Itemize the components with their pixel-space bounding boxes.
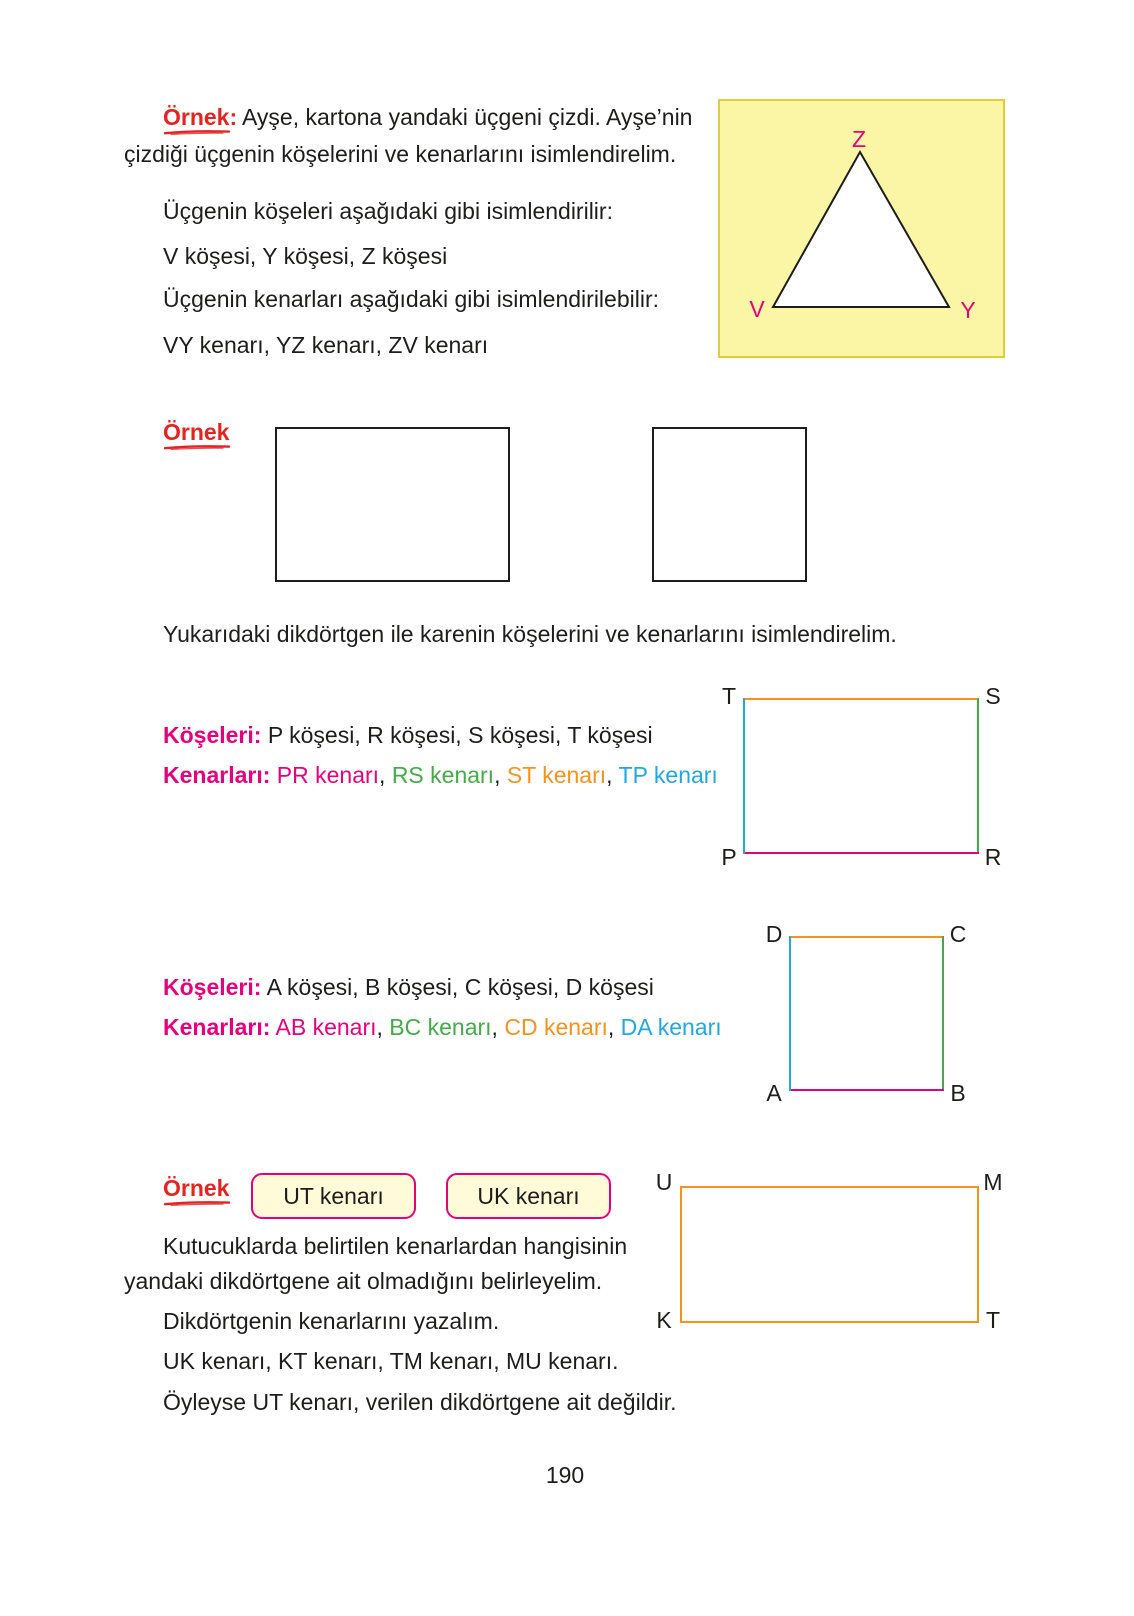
rectangle-corners-list: P köşesi, R köşesi, S köşesi, T köşesi (267, 722, 653, 748)
rectangle-corners-label: Köşeleri: (163, 722, 262, 748)
edge-name-CD: CD kenarı (504, 1014, 608, 1040)
rectangle-edges-label: Kenarları: (163, 762, 271, 788)
example-1-intro-line-1: Ayşe, kartona yandaki üçgeni çizdi. Ayşe’nin (242, 104, 693, 130)
example-3-edges-list: UK kenarı, KT kenarı, TM kenarı, MU kenarı. (163, 1348, 619, 1374)
edge-name-RS: RS kenarı (391, 762, 495, 788)
edge-name-AB: AB kenarı (275, 1014, 377, 1040)
rectangle-edges-line (163, 761, 718, 789)
triangle-panel (718, 99, 1005, 358)
example-1-heading (163, 103, 237, 131)
triangle-edges-list: VY kenarı, YZ kenarı, ZV kenarı (163, 332, 489, 358)
example-1-underline (163, 128, 231, 136)
example-3-question-line-1: Kutucuklarda belirtilen kenarlardan hangisinin (163, 1233, 628, 1259)
separator: , (379, 762, 392, 788)
vertices-naming-rule: Üçgenin köşeleri aşağıdaki gibi isimlendirilir: (163, 198, 613, 224)
example-2-question: Yukarıdaki dikdörtgen ile karenin köşelerini ve kenarlarını isimlendirelim. (163, 621, 897, 647)
page-number: 190 (545, 1462, 585, 1488)
vertex-label-Z: Z (851, 126, 867, 152)
separator: , (607, 1014, 621, 1040)
example-3-step: Dikdörtgenin kenarlarını yazalım. (163, 1308, 500, 1334)
edge-name-PR: PR kenarı (276, 762, 380, 788)
example-3-conclusion: Öyleyse UT kenarı, verilen dikdörtgene ait değildir. (163, 1389, 677, 1415)
vertex-label-V: V (749, 296, 765, 322)
vertex-label-U: U (655, 1169, 673, 1195)
plain-rectangle (275, 427, 510, 582)
rectangle-UMKT (680, 1186, 979, 1323)
option-text-UT: UT kenarı (283, 1183, 384, 1209)
square-corners-label: Köşeleri: (163, 974, 262, 1000)
square-edges-line (163, 1013, 722, 1041)
vertex-label-P: P (721, 844, 737, 870)
vertex-label-T-2: T (985, 1307, 1001, 1333)
vertex-label-M: M (983, 1169, 1003, 1195)
separator: , (494, 762, 507, 788)
plain-square (652, 427, 807, 582)
vertex-label-R: R (984, 844, 1002, 870)
option-box-UT (251, 1173, 416, 1219)
separator: , (376, 1014, 390, 1040)
example-3-question-line-2: yandaki dikdörtgene ait olmadığını belirleyelim. (124, 1268, 603, 1294)
square-ABCD (788, 935, 945, 1092)
example-1-label: Örnek: (163, 104, 238, 130)
square-corners-line (163, 973, 654, 1001)
edge-name-DA: DA kenarı (620, 1014, 722, 1040)
square-corners-list: A köşesi, B köşesi, C köşesi, D köşesi (266, 974, 654, 1000)
vertex-label-Y: Y (960, 297, 976, 323)
edge-name-TP: TP kenarı (618, 762, 718, 788)
edge-name-ST: ST kenarı (506, 762, 607, 788)
vertex-label-A: A (766, 1080, 782, 1106)
separator: , (491, 1014, 505, 1040)
vertex-label-D: D (765, 921, 783, 947)
vertex-label-K: K (656, 1307, 672, 1333)
square-edges-label: Kenarları: (163, 1014, 271, 1040)
triangle-VYZ (773, 152, 949, 307)
example-2-heading (163, 418, 229, 446)
example-3-underline (163, 1199, 231, 1207)
example-2-underline (163, 443, 231, 451)
rectangle-corners-line (163, 721, 653, 749)
vertex-label-B: B (950, 1080, 966, 1106)
vertex-label-C: C (949, 921, 967, 947)
edges-naming-rule: Üçgenin kenarları aşağıdaki gibi isimlendirilebilir: (163, 286, 660, 312)
example-1-intro-line-2: çizdiği üçgenin köşelerini ve kenarlarını isimlendirelim. (124, 141, 677, 167)
separator: , (606, 762, 619, 788)
option-box-UK (446, 1173, 611, 1219)
option-text-UK: UK kenarı (477, 1183, 580, 1209)
triangle-vertices-list: V köşesi, Y köşesi, Z köşesi (163, 243, 448, 269)
vertex-label-S: S (985, 683, 1001, 709)
example-2-label: Örnek (163, 419, 230, 445)
example-3-heading (163, 1174, 229, 1202)
example-3-label: Örnek (163, 1175, 230, 1201)
edge-name-BC: BC kenarı (389, 1014, 492, 1040)
rectangle-PRST (742, 697, 980, 855)
vertex-label-T: T (721, 683, 737, 709)
